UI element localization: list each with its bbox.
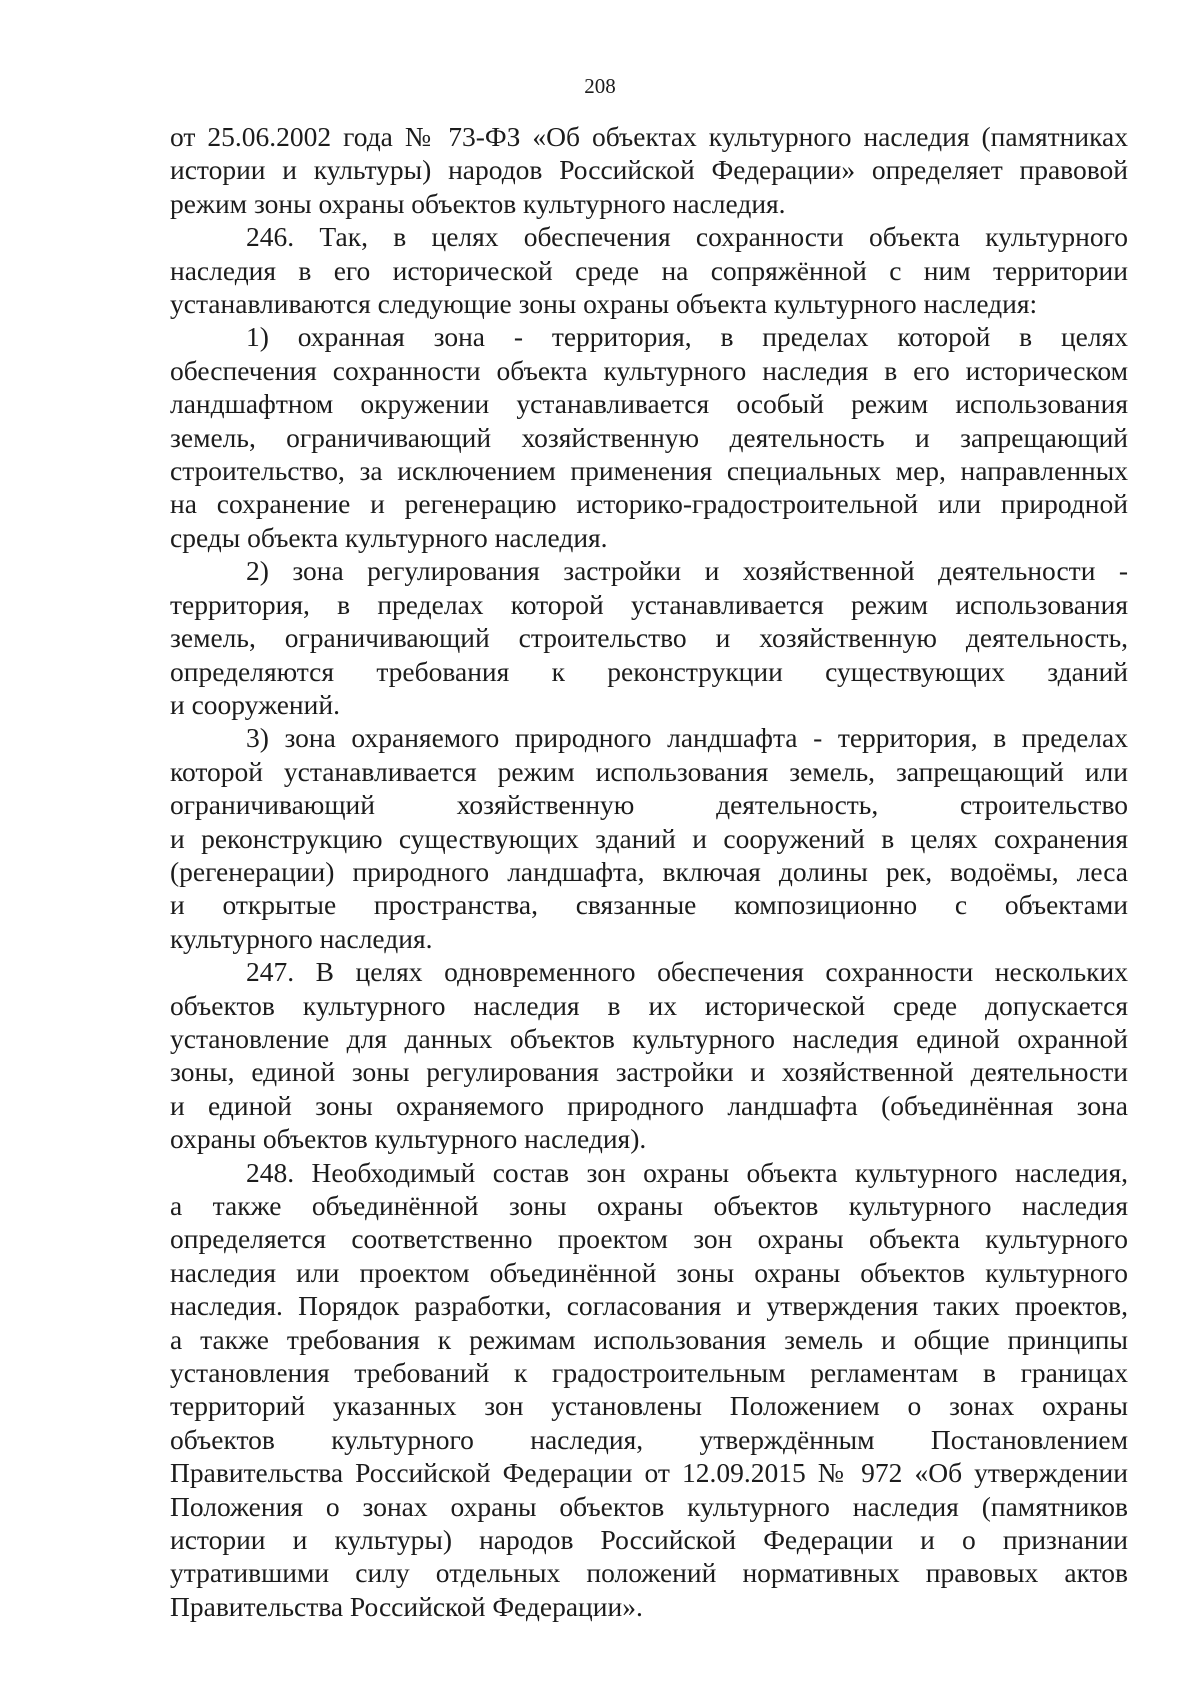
text-line: истории и культуры) народов Российской Федерации и о признании	[170, 1524, 1128, 1556]
text-line: и реконструкцию существующих зданий и сооружений в целях сохранения	[170, 822, 1128, 854]
page-number: 208	[584, 74, 616, 98]
text-line: и единой зоны охраняемого природного ландшафта (объединённая зона	[170, 1089, 1128, 1121]
text-line: от 25.06.2002 года № 73-ФЗ «Об объектах культурного наследия (памятниках	[170, 121, 1128, 152]
paragraph-item-1	[170, 320, 1128, 554]
text-line: охраны объектов культурного наследия).	[170, 1123, 647, 1155]
body-text	[170, 120, 1128, 1623]
text-line: объектов культурного наследия, утверждённым Постановлением	[170, 1423, 1128, 1455]
text-line: ландшафтном окружении устанавливается особый режим использования	[170, 388, 1128, 420]
paragraph-continuation	[170, 120, 1128, 220]
text-line: определяется соответственно проектом зон охраны объекта культурного	[170, 1223, 1128, 1255]
text-line: 3) зона охраняемого природного ландшафта - территория, в пределах	[246, 722, 1128, 754]
text-line: территория, в пределах которой устанавливается режим использования	[170, 588, 1128, 620]
text-line: строительство, за исключением применения специальных мер, направленных	[170, 455, 1128, 487]
text-line: 247. В целях одновременного обеспечения сохранности нескольких	[246, 956, 1128, 988]
text-line: режим зоны охраны объектов культурного наследия.	[170, 187, 786, 219]
text-line: установления требований к градостроительным регламентам в границах	[170, 1357, 1128, 1389]
text-line: а также требования к режимам использования земель и общие принципы	[170, 1323, 1128, 1355]
text-line: наследия в его исторической среде на сопряжённой с ним территории	[170, 254, 1128, 286]
text-line: наследия или проектом объединённой зоны охраны объектов культурного	[170, 1256, 1128, 1288]
text-line: земель, ограничивающий строительство и хозяйственную деятельность,	[170, 622, 1128, 654]
text-line: которой устанавливается режим использования земель, запрещающий или	[170, 755, 1128, 787]
text-line: зоны, единой зоны регулирования застройки и хозяйственной деятельности	[170, 1056, 1128, 1088]
text-line: Положения о зонах охраны объектов культурного наследия (памятников	[170, 1490, 1128, 1522]
text-line: объектов культурного наследия в их исторической среде допускается	[170, 989, 1128, 1021]
text-line: 1) охранная зона - территория, в пределах которой в целях	[246, 321, 1128, 353]
text-line: культурного наследия.	[170, 922, 433, 954]
text-line: и открытые пространства, связанные композиционно с объектами	[170, 889, 1128, 921]
text-line: устанавливаются следующие зоны охраны объекта культурного наследия:	[170, 288, 1038, 320]
text-line: и сооружений.	[170, 688, 340, 720]
text-line: среды объекта культурного наследия.	[170, 521, 608, 553]
text-line: территорий указанных зон установлены Положением о зонах охраны	[170, 1390, 1128, 1422]
paragraph-248	[170, 1156, 1128, 1624]
paragraph-246	[170, 220, 1128, 320]
paragraph-item-2	[170, 554, 1128, 721]
paragraph-247	[170, 955, 1128, 1155]
text-line: обеспечения сохранности объекта культурного наследия в его историческом	[170, 354, 1128, 386]
text-line: (регенерации) природного ландшафта, включая долины рек, водоёмы, леса	[170, 855, 1128, 887]
text-line: наследия. Порядок разработки, согласования и утверждения таких проектов,	[170, 1290, 1128, 1322]
text-line: а также объединённой зоны охраны объектов культурного наследия	[170, 1190, 1128, 1221]
text-line: определяются требования к реконструкции существующих зданий	[170, 655, 1128, 687]
paragraph-item-3	[170, 721, 1128, 955]
text-line: 248. Необходимый состав зон охраны объекта культурного наследия,	[246, 1156, 1128, 1188]
text-line: на сохранение и регенерацию историко-градостроительной или природной	[170, 488, 1128, 520]
text-line: Правительства Российской Федерации от 12.09.2015 № 972 «Об утверждении	[170, 1457, 1128, 1489]
text-line: земель, ограничивающий хозяйственную деятельность и запрещающий	[170, 421, 1128, 453]
text-line: установление для данных объектов культурного наследия единой охранной	[170, 1022, 1128, 1054]
text-line: утратившими силу отдельных положений нормативных правовых актов	[170, 1557, 1128, 1589]
text-line: 246. Так, в целях обеспечения сохранности объекта культурного	[246, 221, 1128, 253]
text-line: ограничивающий хозяйственную деятельность, строительство	[170, 789, 1128, 821]
text-line: Правительства Российской Федерации».	[170, 1590, 643, 1622]
text-line: 2) зона регулирования застройки и хозяйственной деятельности -	[246, 555, 1128, 587]
text-line: истории и культуры) народов Российской Федерации» определяет правовой	[170, 154, 1128, 186]
